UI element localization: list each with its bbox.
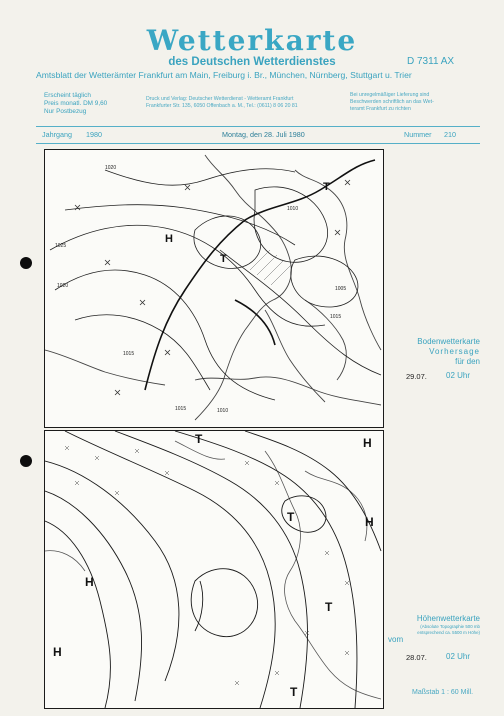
complaints-line-3: teramt Frankfurt zu richten [350, 106, 411, 112]
isobar-label: 1015 [330, 314, 342, 320]
surface-low-label: T [323, 181, 330, 193]
publisher-info [146, 96, 336, 110]
isobar-label: 1015 [175, 406, 187, 412]
surface-caption [388, 337, 480, 367]
complaints-line-2: Beschwerden schriftlich an das Wet- [350, 99, 434, 105]
surface-caption-date: 29.07. [406, 372, 427, 381]
surface-station-marks [75, 180, 350, 395]
surface-low-label: T [220, 253, 227, 265]
upper-caption-title: Höhenwetterkarte [416, 614, 480, 623]
jahrgang-label: Jahrgang [42, 130, 72, 139]
isobar-label: 1015 [123, 351, 135, 357]
masthead-title: Wetterkarte [146, 24, 358, 57]
surface-caption-subtitle: Vorhersage [429, 347, 480, 356]
isobar-label: 1020 [57, 283, 69, 289]
upper-low-label: T [195, 432, 203, 446]
map-scale: Maßstab 1 : 60 Mill. [412, 689, 474, 696]
surface-isobars [50, 169, 381, 400]
upper-high-label: H [363, 436, 372, 450]
surface-caption-for: für den [455, 357, 480, 366]
surface-map-drawing [45, 150, 383, 427]
monthly-price: Preis monatl. DM 9,60 [44, 99, 108, 107]
upper-caption-vom: vom [388, 635, 404, 644]
upper-high-label: H [85, 575, 94, 589]
surface-weather-map [44, 149, 384, 428]
upper-caption [388, 614, 480, 645]
complaints-info [350, 92, 470, 113]
surface-high-label: H [165, 233, 173, 245]
nummer-value: 210 [444, 130, 456, 139]
surface-caption-time: 02 Uhr [446, 371, 471, 380]
upper-caption-time: 02 Uhr [446, 652, 471, 661]
masthead-subtitle: des Deutschen Wetterdienstes [168, 56, 336, 68]
upper-low-label: T [290, 685, 298, 699]
isobar-label: 1025 [55, 243, 67, 249]
upper-high-label: H [365, 515, 374, 529]
surface-coastlines [45, 155, 381, 420]
surface-rain-hatching [250, 250, 291, 285]
publisher-line-1: Druck und Verlag: Deutscher Wetterdienst - Wetteramt Frankfurt [146, 96, 294, 102]
nummer-label: Nummer [404, 130, 432, 139]
complaints-line-1: Bei unregelmäßiger Lieferung sind [350, 92, 430, 98]
header-rule-bottom [36, 143, 480, 144]
punch-hole-top [20, 257, 32, 269]
postal-subscription-note: Nur Postbezug [44, 107, 87, 115]
upper-low-label: T [287, 510, 295, 524]
subscription-info [44, 92, 107, 115]
upper-low-label: T [325, 600, 333, 614]
upper-air-map [44, 430, 384, 709]
isobar-label: 1010 [287, 206, 299, 212]
publication-frequency: Erscheint täglich [44, 92, 91, 99]
isobar-label: 1005 [335, 286, 347, 292]
upper-caption-height: entsprechend ca. 5500 m Höhe) [417, 629, 480, 635]
issue-date: Montag, den 28. Juli 1980 [222, 130, 305, 139]
upper-map-drawing [45, 431, 383, 708]
surface-fronts [145, 160, 375, 390]
upper-caption-date: 28.07. [406, 653, 427, 662]
issue-row [36, 130, 480, 142]
isobar-label: 1020 [105, 165, 117, 171]
upper-high-label: H [53, 645, 62, 659]
upper-caption-topography: (Absolute Topographie 500 mb [420, 624, 480, 629]
publisher-line-2: Frankfurter Str. 135, 6050 Offenbach a. M., Tel.: (0611) 8 06 20 81 [146, 103, 298, 109]
surface-caption-title: Bodenwetterkarte [417, 337, 480, 346]
isobar-label: 1010 [217, 408, 229, 414]
upper-station-marks [65, 446, 349, 685]
header-rule-top [36, 126, 480, 127]
publication-code: D 7311 AX [407, 56, 455, 67]
amtsblatt-line: Amtsblatt der Wetterämter Frankfurt am Main, Freiburg i. Br., München, Nürnberg, Stuttgart u. Trier [36, 70, 412, 80]
jahrgang-value: 1980 [86, 130, 102, 139]
upper-height-contours [45, 431, 381, 708]
punch-hole-bottom [20, 455, 32, 467]
